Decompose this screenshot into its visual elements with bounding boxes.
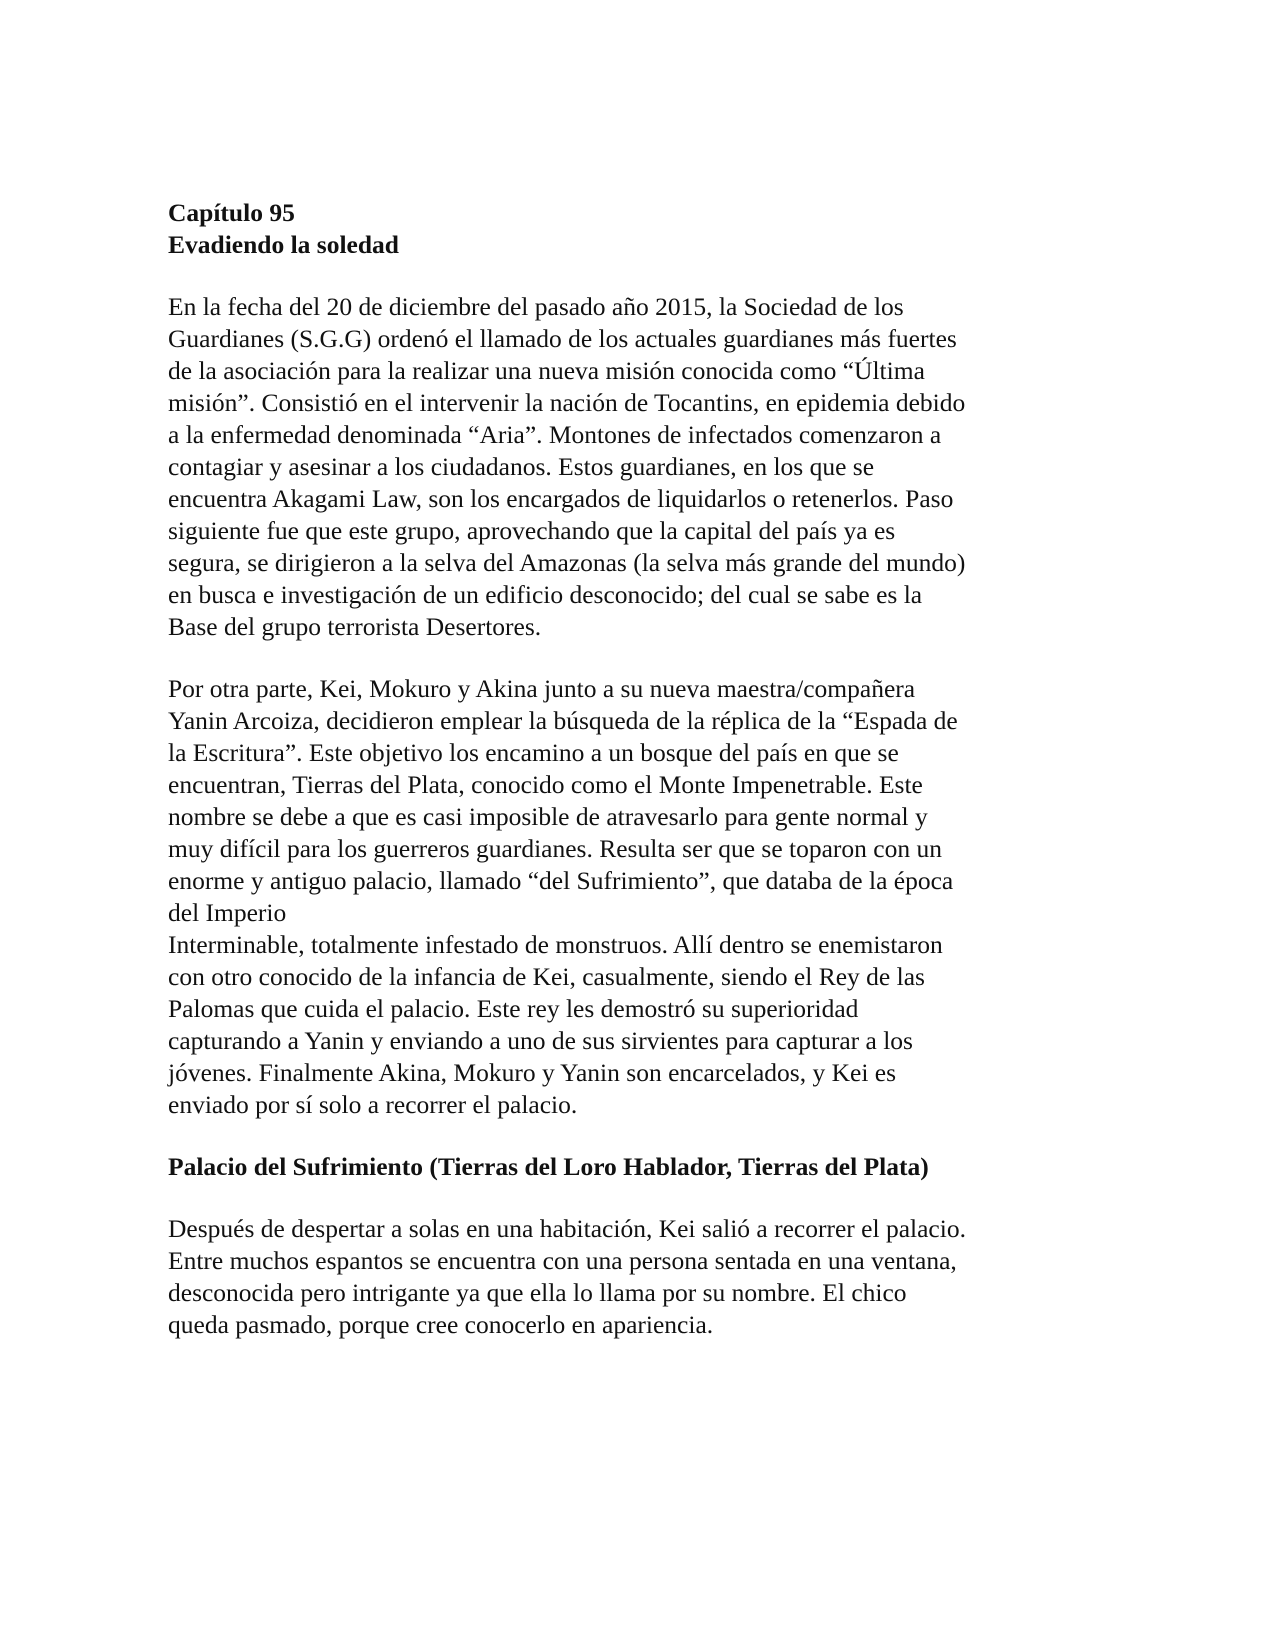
paragraph-line: Yanin Arcoiza, decidieron emplear la búsqueda de la réplica de la “Espada de <box>168 706 958 735</box>
paragraph-line: a la enfermedad denominada “Aria”. Montones de infectados comenzaron a <box>168 420 942 449</box>
paragraph-3 <box>168 1213 1048 1341</box>
paragraph-line: Palomas que cuida el palacio. Este rey les demostró su superioridad <box>168 994 859 1023</box>
paragraph-1 <box>168 291 1048 643</box>
page-content <box>168 197 1048 1341</box>
paragraph-line: en busca e investigación de un edificio desconocido; del cual se sabe es la <box>168 580 923 609</box>
paragraph-line: misión”. Consistió en el intervenir la nación de Tocantins, en epidemia debido <box>168 388 966 417</box>
chapter-number: Capítulo 95 <box>168 198 295 227</box>
paragraph-line: muy difícil para los guerreros guardianes. Resulta ser que se toparon con un <box>168 834 942 863</box>
paragraph-line: del Imperio <box>168 898 287 927</box>
paragraph-line: segura, se dirigieron a la selva del Amazonas (la selva más grande del mundo) <box>168 548 966 577</box>
paragraph-line: nombre se debe a que es casi imposible de atravesarlo para gente normal y <box>168 802 928 831</box>
paragraph-line: la Escritura”. Este objetivo los encamino a un bosque del país en que se <box>168 738 899 767</box>
paragraph-line: encuentra Akagami Law, son los encargados de liquidarlos o retenerlos. Paso <box>168 484 954 513</box>
paragraph-line: Por otra parte, Kei, Mokuro y Akina junto a su nueva maestra/compañera <box>168 674 916 703</box>
paragraph-line: siguiente fue que este grupo, aprovechando que la capital del país ya es <box>168 516 896 545</box>
spacer <box>168 1183 1048 1213</box>
paragraph-line: Después de despertar a solas en una habitación, Kei salió a recorrer el palacio. <box>168 1214 966 1243</box>
spacer <box>168 643 1048 673</box>
paragraph-line: desconocida pero intrigante ya que ella lo llama por su nombre. El chico <box>168 1278 907 1307</box>
paragraph-line: enviado por sí solo a recorrer el palacio. <box>168 1090 578 1119</box>
paragraph-line: En la fecha del 20 de diciembre del pasado año 2015, la Sociedad de los <box>168 292 904 321</box>
section-heading: Palacio del Sufrimiento (Tierras del Loro Hablador, Tierras del Plata) <box>168 1152 929 1181</box>
paragraph-line: queda pasmado, porque cree conocerlo en apariencia. <box>168 1310 714 1339</box>
spacer <box>168 261 1048 291</box>
paragraph-line: encuentran, Tierras del Plata, conocido como el Monte Impenetrable. Este <box>168 770 923 799</box>
paragraph-line: Interminable, totalmente infestado de monstruos. Allí dentro se enemistaron <box>168 930 943 959</box>
paragraph-line: Entre muchos espantos se encuentra con una persona sentada en una ventana, <box>168 1246 957 1275</box>
paragraph-line: jóvenes. Finalmente Akina, Mokuro y Yanin son encarcelados, y Kei es <box>168 1058 897 1087</box>
paragraph-line: con otro conocido de la infancia de Kei, casualmente, siendo el Rey de las <box>168 962 925 991</box>
paragraph-line: Guardianes (S.G.G) ordenó el llamado de los actuales guardianes más fuertes <box>168 324 957 353</box>
paragraph-line: enorme y antiguo palacio, llamado “del Sufrimiento”, que databa de la época <box>168 866 954 895</box>
paragraph-2 <box>168 673 1048 1121</box>
paragraph-line: contagiar y asesinar a los ciudadanos. Estos guardianes, en los que se <box>168 452 875 481</box>
chapter-title: Evadiendo la soledad <box>168 230 399 259</box>
spacer <box>168 1121 1048 1151</box>
paragraph-line: de la asociación para la realizar una nueva misión conocida como “Última <box>168 356 925 385</box>
paragraph-line: Base del grupo terrorista Desertores. <box>168 612 542 641</box>
paragraph-line: capturando a Yanin y enviando a uno de sus sirvientes para capturar a los <box>168 1026 913 1055</box>
